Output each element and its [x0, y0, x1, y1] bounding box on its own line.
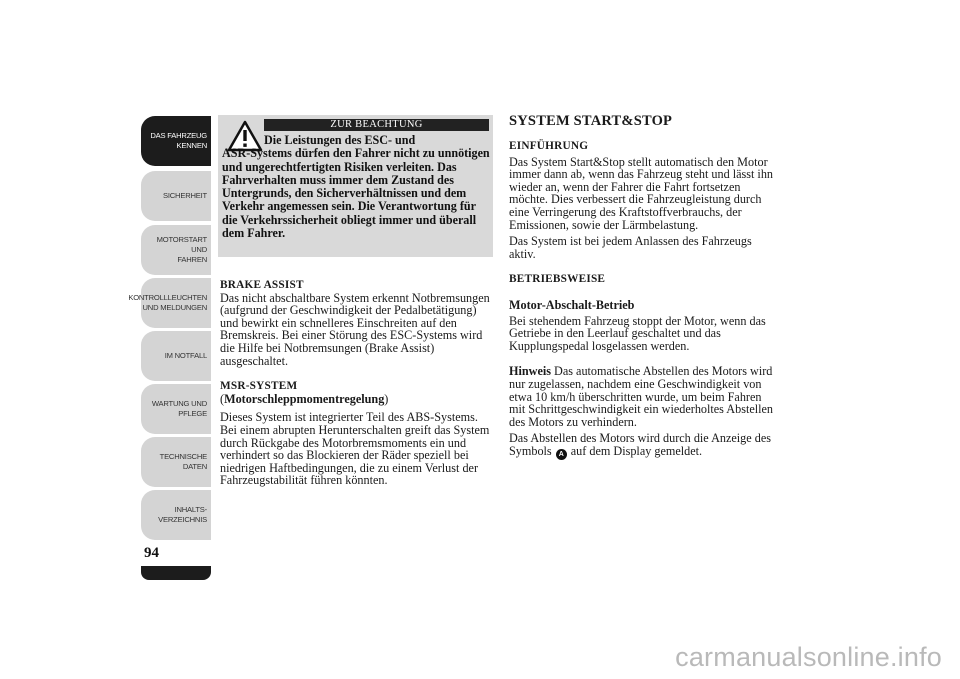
tab-kontrollleuchten[interactable] — [128, 278, 211, 328]
tab-motorstart-und-fahren[interactable] — [141, 225, 211, 275]
tab-label: SICHERHEIT — [163, 191, 207, 200]
tab-wartung-und-pflege[interactable] — [141, 384, 211, 434]
warning-text-first-line: Die Leistungen des ESC- und — [264, 133, 416, 147]
motor-heading: Motor-Abschalt-Betrieb — [509, 297, 635, 312]
msr-subheading-line — [220, 393, 495, 406]
display-text-after: auf dem Display gemeldet. — [567, 443, 703, 458]
intro-heading: EINFÜHRUNG — [509, 140, 589, 152]
brake-assist-heading: BRAKE ASSIST — [220, 279, 304, 291]
page-number: 94 — [144, 545, 159, 561]
tab-das-fahrzeug-kennen[interactable] — [141, 116, 211, 166]
warning-text — [222, 134, 490, 240]
brake-assist-text: Das nicht abschaltbare System erkennt Notbremsungen (aufgrund der Geschwindigkeit der Pedalbetätigung) und bewirkt ein schnelleres Einschreiten auf den Bremskreis. Bei einer Störung des ESC-Systems wird die Hilfe bei Notbremsungen (Brake Assist) ausgeschaltet. — [220, 290, 490, 368]
tab-label: TECHNISCHE DATEN — [159, 452, 207, 471]
start-stop-symbol-icon: A — [556, 449, 567, 460]
hinweis-paragraph — [509, 365, 779, 428]
hinweis-label: Hinweis — [509, 364, 551, 379]
display-paragraph — [509, 432, 779, 460]
left-column — [220, 279, 495, 487]
hinweis-text: Das automatische Abstellen des Motors wird nur zugelassen, nachdem eine Geschwindigkeit von etwa 10 km/h überschritten wurde, um beim Fahren mit Schrittgeschwindigkeit ein wiederholtes Abstellen des Motors zu verhindern. — [509, 364, 774, 429]
msr-subheading-close: ) — [384, 391, 389, 406]
tab-sicherheit[interactable] — [141, 171, 211, 221]
display-text-before: Das Abstellen des Motors wird durch die Anzeige des Symbols — [509, 431, 771, 458]
msr-subheading: Motorschleppmomentregelung — [224, 391, 385, 406]
warning-text-body: ASR-Systems dürfen den Fahrer nicht zu unnötigen und ungerechtfertigten Risiken verleiten. Das Fahrverhalten muss immer dem Zustand des Untergrunds, den Sicherverhältnissen und dem Verkehr angemessen sein. Die Verantwortung für die Verkehrssicherheit obliegt immer und überall dem Fahrer. — [222, 146, 490, 241]
tab-technische-daten[interactable] — [141, 437, 211, 487]
tab-label: IM NOTFALL — [164, 351, 207, 360]
intro-text-1: Das System Start&Stop stellt automatisch den Motor immer dann ab, wenn das Fahrzeug steht und lässt ihn wieder an, wenn der Fahrer die Fahrt fortsetzen möchte. Dies verbessert die Fahrzeugleistung durch eine Verringerung des Kraftstoffverbrauchs, der Emissionen, sowie der Lärmbelastung. — [509, 154, 774, 232]
section-title: SYSTEM START&STOP — [509, 113, 673, 129]
betrieb-heading: BETRIEBSWEISE — [509, 273, 606, 286]
watermark: carmanualsonline.info — [675, 642, 942, 672]
msr-heading: MSR-SYSTEM — [220, 380, 298, 393]
tab-im-notfall[interactable] — [141, 331, 211, 381]
warning-header: ZUR BEACHTUNG — [264, 119, 489, 131]
tab-label: KONTROLLLEUCHTEN UND MELDUNGEN — [128, 293, 207, 312]
msr-subheading-open: ( — [220, 391, 225, 406]
right-column — [509, 112, 779, 460]
intro-text-2: Das System ist bei jedem Anlassen des Fahrzeugs aktiv. — [509, 234, 752, 261]
tab-label: MOTORSTART UND FAHREN — [156, 235, 207, 264]
tab-label: WARTUNG UND PFLEGE — [151, 399, 207, 418]
motor-text: Bei stehendem Fahrzeug stoppt der Motor, wenn das Getriebe in den Leerlauf geschaltet und das Kupplungspedal losgelassen werden. — [509, 313, 766, 353]
tab-label: DAS FAHRZEUG KENNEN — [150, 131, 207, 150]
msr-text: Dieses System ist integrierter Teil des ABS-Systems. Bei einem abrupten Herunterschalten greift das System durch Rückgabe des Motorbremsmoments ein und verhindert so das Blockieren der Räder speziell bei niedrigen Haftbedingungen, die zu einem Verlust der Fahrzeugstabilität führen könnten. — [220, 410, 490, 488]
page-bar — [141, 566, 211, 580]
tab-label: INHALTS- VERZEICHNIS — [158, 505, 207, 524]
tab-inhaltsverzeichnis[interactable] — [141, 490, 211, 540]
